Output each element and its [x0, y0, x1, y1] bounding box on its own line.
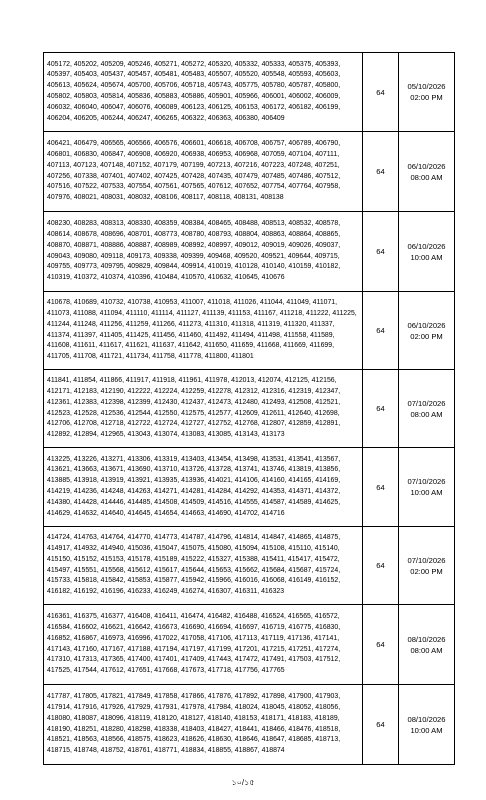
- roll-numbers-cell: 411841, 411854, 411866, 411917, 411918, 411961, 411978, 412013, 412074, 412125, 412156, 412171, 412183, 412190, 412222, 412224, 412259, 412278, 412312, 412316, 412319, 412347, 412361, 412383, 412398, 412399, 412430, 412437, 412473, 412480, 412493, 412508, 412521, 412523, 412528, 412536, 412544, 412550, 412575, 412577, 412609, 412611, 412640, 412698, 412706, 412708, 412718, 412722, 412724, 412727, 412752, 412768, 412807, 412859, 412891, 412892, 412894, 412965, 413043, 413074, 413083, 413085, 413143, 413173: [44, 370, 363, 448]
- page-number: ১০/১৫: [231, 778, 255, 787]
- date-time-cell: [399, 605, 455, 685]
- date-time-cell: [399, 292, 455, 370]
- exam-date: 06/10/2026: [407, 161, 446, 171]
- candidate-count-cell: 64: [363, 132, 399, 212]
- exam-time: 08:00 AM: [410, 172, 443, 182]
- candidate-count-cell: 64: [363, 53, 399, 132]
- candidate-count-cell: 64: [363, 212, 399, 292]
- date-time-cell: [399, 212, 455, 292]
- roll-numbers-cell: 417787, 417805, 417821, 417849, 417858, 417866, 417876, 417892, 417898, 417900, 417903, 417914, 417916, 417926, 417929, 417931, 417978, 417984, 418024, 418045, 418052, 418056, 418080, 418087, 418096, 418119, 418120, 418127, 418140, 418153, 418171, 418183, 418189, 418190, 418251, 418280, 418298, 418338, 418403, 418427, 418441, 418466, 418476, 418518, 418521, 418563, 418566, 418575, 418623, 418626, 418630, 418646, 418647, 418685, 418713, 418715, 418748, 418752, 418761, 418771, 418834, 418855, 418867, 418874: [44, 685, 363, 765]
- table-row: [44, 527, 455, 605]
- candidate-count-cell: 64: [363, 527, 399, 605]
- candidate-count-cell: 64: [363, 685, 399, 765]
- date-time-cell: [399, 132, 455, 212]
- roll-numbers-cell: 413225, 413226, 413271, 413306, 413319, 413403, 413454, 413498, 413531, 413541, 413567, 413621, 413663, 413671, 413690, 413710, 413726, 413728, 413741, 413746, 413819, 413856, 413885, 413918, 413919, 413921, 413935, 413936, 414021, 414106, 414160, 414165, 414169, 414219, 414236, 414248, 414263, 414271, 414281, 414284, 414292, 414353, 414371, 414372, 414380, 414428, 414446, 414485, 414508, 414509, 414516, 414555, 414587, 414589, 414625, 414629, 414632, 414640, 414645, 414654, 414663, 414690, 414702, 414716: [44, 448, 363, 527]
- exam-schedule-table: [43, 52, 455, 765]
- exam-time: 08:00 AM: [410, 645, 443, 655]
- exam-time: 10:00 AM: [410, 252, 443, 262]
- exam-date: 07/10/2026: [407, 477, 446, 486]
- exam-date: 07/10/2026: [407, 555, 446, 565]
- table-row: [44, 292, 455, 370]
- table-row: [44, 370, 455, 448]
- exam-time: 10:00 AM: [410, 488, 443, 497]
- exam-date: 07/10/2026: [407, 398, 446, 408]
- table-row: [44, 212, 455, 292]
- candidate-count-cell: 64: [363, 605, 399, 685]
- exam-time: 02:00 PM: [410, 331, 443, 341]
- exam-time: 10:00 AM: [410, 725, 443, 735]
- table-row: [44, 448, 455, 527]
- table-row: [44, 685, 455, 765]
- roll-numbers-cell: 405172, 405202, 405209, 405246, 405271, 405272, 405320, 405332, 405333, 405375, 405393, 405397, 405403, 405437, 405457, 405481, 405483, 405507, 405520, 405548, 405593, 405603, 405613, 405624, 405674, 405700, 405706, 405718, 405743, 405775, 405780, 405787, 405800, 405802, 405803, 405814, 405836, 405883, 405886, 405901, 405966, 406001, 406002, 406009, 406032, 406040, 406047, 406076, 406089, 406123, 406125, 406153, 406172, 406182, 406199, 406204, 406205, 406244, 406247, 406265, 406322, 406363, 406380, 406409: [44, 53, 363, 132]
- date-time-cell: [399, 370, 455, 448]
- roll-numbers-cell: 410678, 410689, 410732, 410738, 410953, 411007, 411018, 411026, 411044, 411049, 411071, 411073, 411088, 411094, 411110, 411114, 411127, 411139, 411153, 411167, 411218, 411222, 411225, 411244, 411248, 411256, 411259, 411266, 411273, 411310, 411318, 411319, 411320, 411337, 411374, 411397, 411405, 411425, 411456, 411460, 411492, 411494, 411498, 411558, 411589, 411608, 411611, 411617, 411621, 411637, 411642, 411650, 411659, 411668, 411669, 411699, 411705, 411708, 411721, 411734, 411758, 411778, 411800, 411801: [44, 292, 363, 370]
- date-time-cell: [399, 685, 455, 765]
- roll-numbers-cell: 408230, 408283, 408313, 408330, 408359, 408384, 408465, 408488, 408513, 408532, 408578, 408614, 408678, 408696, 408701, 408773, 408780, 408793, 408804, 408863, 408864, 408865, 408870, 408871, 408886, 408887, 408989, 408992, 408997, 409012, 409019, 409026, 409037, 409043, 409080, 409118, 409173, 409338, 409399, 409468, 409520, 409521, 409644, 409715, 409755, 409773, 409795, 409829, 409844, 409914, 410019, 410128, 410140, 410159, 410182, 410319, 410372, 410374, 410396, 410484, 410570, 410632, 410645, 410676: [44, 212, 363, 292]
- roll-numbers-cell: 416361, 416375, 416377, 416408, 416411, 416474, 416482, 416488, 416524, 416565, 416572, 416584, 416602, 416621, 416642, 416673, 416690, 416694, 416697, 416719, 416775, 416830, 416852, 416867, 416973, 416996, 417022, 417058, 417106, 417113, 417119, 417136, 417141, 417143, 417160, 417167, 417188, 417194, 417197, 417199, 417201, 417215, 417251, 417274, 417310, 417313, 417365, 417400, 417401, 417409, 417443, 417472, 417491, 417503, 417512, 417525, 417544, 417612, 417651, 417668, 417673, 417718, 417756, 417765: [44, 605, 363, 685]
- date-time-cell: [399, 448, 455, 527]
- candidate-count-cell: 64: [363, 448, 399, 527]
- exam-date: 06/10/2026: [407, 320, 446, 330]
- roll-numbers-cell: 414724, 414763, 414764, 414770, 414773, 414787, 414796, 414814, 414847, 414865, 414875, 414917, 414932, 414940, 415036, 415047, 415075, 415080, 415094, 415108, 415110, 415140, 415150, 415152, 415153, 415178, 415189, 415222, 415327, 415388, 415411, 415417, 415472, 415497, 415551, 415568, 415612, 415617, 415644, 415653, 415662, 415684, 415687, 415724, 415733, 415818, 415842, 415853, 415877, 415942, 415966, 416016, 416068, 416149, 416152, 416182, 416192, 416196, 416233, 416249, 416274, 416307, 416311, 416323: [44, 527, 363, 605]
- date-time-cell: [399, 53, 455, 132]
- table-row: [44, 53, 455, 132]
- table-row: [44, 132, 455, 212]
- exam-date: 08/10/2026: [407, 714, 446, 724]
- table-row: [44, 605, 455, 685]
- exam-time: 02:00 PM: [410, 93, 443, 102]
- exam-date: 05/10/2026: [407, 82, 446, 91]
- date-time-cell: [399, 527, 455, 605]
- exam-time: 02:00 PM: [410, 566, 443, 576]
- candidate-count-cell: 64: [363, 292, 399, 370]
- candidate-count-cell: 64: [363, 370, 399, 448]
- exam-date: 08/10/2026: [407, 634, 446, 644]
- exam-date: 06/10/2026: [407, 241, 446, 251]
- roll-numbers-cell: 406421, 406479, 406565, 406566, 406576, 406601, 406618, 406708, 406757, 406789, 406790, 406801, 406830, 406847, 406908, 406920, 406938, 406953, 406968, 407059, 407104, 407111, 407113, 407123, 407148, 407152, 407179, 407199, 407213, 407216, 407223, 407248, 407251, 407256, 407338, 407401, 407402, 407425, 407428, 407435, 407479, 407485, 407486, 407512, 407516, 407522, 407533, 407554, 407561, 407565, 407612, 407652, 407754, 407764, 407958, 407976, 408021, 408031, 408032, 408106, 408117, 408118, 408131, 408138: [44, 132, 363, 212]
- exam-time: 08:00 AM: [410, 409, 443, 419]
